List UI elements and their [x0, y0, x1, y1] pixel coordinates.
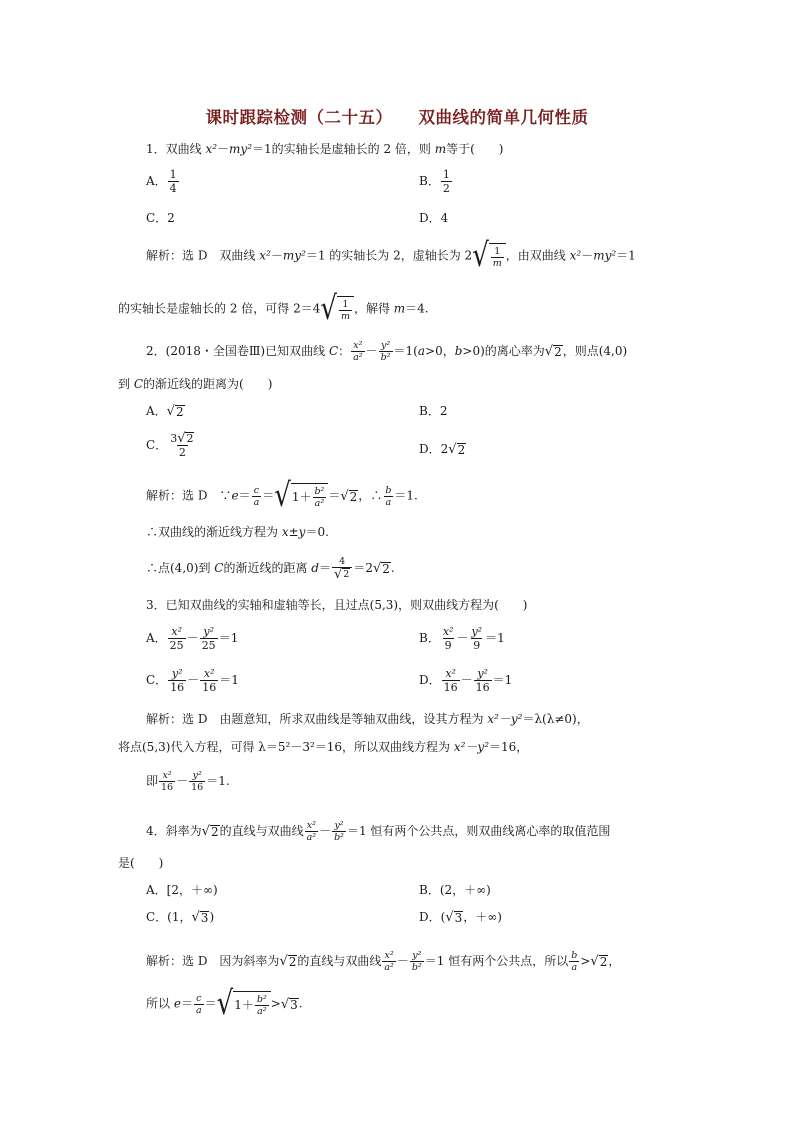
q1-stem: 1．双曲线 x²－my²＝1的实轴长是虚轴长的 2 倍，则 m等于( ) [146, 142, 504, 156]
q4-option-c: C．(1， √ 3 ) [146, 910, 215, 925]
page-title [0, 104, 794, 128]
q1-option-a: A． $\frac{1}{4}$ [146, 168, 177, 195]
q2-option-b: B．2 [419, 404, 448, 418]
q2-stem-line2: 到 C的渐近线的距离为( ) [118, 377, 273, 391]
q1-option-b: B． $\frac{1}{2}$ [419, 168, 450, 195]
q3-solution-line3: 即 $\frac{\text{x²}}{16}$ － $\frac{\text{y²}}{16}$ ＝1. [146, 770, 230, 793]
q1-solution-line2: 的实轴长是虚轴长的 2 倍，可得 2＝4 √ $\frac{1}{m}$ ，解得 m＝4. [118, 290, 429, 328]
title-left: 课时跟踪检测（二十五） [205, 108, 393, 127]
q4-option-a: A．[2，＋∞) [146, 883, 218, 897]
q4-stem-line2: 是( ) [118, 856, 164, 870]
q2-solution-line1: 解析：选 D ∵e＝ $\frac{c}{a}$ ＝ √ 1＋ $\frac{\text{b²}}{\text{a²}}$ ＝ √ 2 ，∴ $\frac{b}{a}$ ＝1. [146, 477, 418, 515]
q2-solution-line2: ∴双曲线的渐近线方程为 x±y＝0. [146, 525, 329, 539]
q2-option-d: D．2 √ 2 [419, 442, 466, 457]
q3-solution-line1: 解析：选 D 由题意知，所求双曲线是等轴双曲线，设其方程为 x²－y²＝λ(λ≠0)， [146, 712, 589, 726]
q3-stem: 3．已知双曲线的实轴和虚轴等长，且过点(5,3)，则双曲线方程为( ) [146, 598, 528, 612]
q3-option-a: A． $\frac{\text{x²}}{25}$ － $\frac{\text{y²}}{25}$ ＝1 [146, 625, 239, 652]
q3-option-b: B． $\frac{\text{x²}}{9}$ － $\frac{\text{y²}}{9}$ ＝1 [419, 625, 505, 652]
q2-solution-line3: ∴点(4,0)到 C的渐近线的距离 d＝ 4 √ 2 ＝2 √ 2 . [146, 556, 395, 582]
q1-solution-line1: 解析：选 D 双曲线 x²－my²＝1 的实轴长为 2，虚轴长为 2 √ $\frac{1}{m}$ ，由双曲线 x²－my²＝1 [146, 237, 636, 275]
q4-solution-line1: 解析：选 D 因为斜率为 √ 2 的直线与双曲线 $\frac{\text{x²}}{\text{a²}}$ － $\frac{\text{y²}}{\text{b²}}$ ＝1 恒有两个公共点，所以 $\frac{b}{a}$ > √ 2 ， [146, 950, 621, 973]
q4-solution-line2: 所以 e＝ $\frac{c}{a}$ ＝ √ 1＋ $\frac{\text{b²}}{\text{a²}}$ > √ 3 . [146, 985, 303, 1023]
q1-option-c: C．2 [146, 211, 175, 225]
q2-option-c: C． 3 √ 2 2 [146, 431, 194, 459]
q3-option-d: D． $\frac{\text{x²}}{16}$ － $\frac{\text{y²}}{16}$ ＝1 [419, 667, 513, 694]
q1-option-d: D．4 [419, 211, 449, 225]
q3-option-c: C． $\frac{\text{y²}}{16}$ － $\frac{\text{x²}}{16}$ ＝1 [146, 667, 239, 694]
title-right: 双曲线的简单几何性质 [418, 108, 589, 127]
q2-stem: 2．(2018・全国卷Ⅲ)已知双曲线 C： $\frac{\text{x²}}{\text{a²}}$ － $\frac{\text{y²}}{\text{b²}}$ ＝1(a>0，b>0)的离心率为 √ 2 ，则点(4,0) [146, 340, 628, 363]
q4-stem: 4．斜率为 √ 2 的直线与双曲线 $\frac{\text{x²}}{\text{a²}}$ － $\frac{\text{y²}}{\text{b²}}$ ＝1 恒有两个公共点，则双曲线离心率的取值范围 [146, 820, 611, 843]
q4-option-b: B．(2，＋∞) [419, 883, 491, 897]
q2-option-a: A． √ 2 [146, 404, 184, 419]
q3-solution-line2: 将点(5,3)代入方程，可得 λ＝5²－3²＝16，所以双曲线方程为 x²－y²＝16， [118, 740, 529, 754]
q4-option-d: D．( √ 3 ，＋∞) [419, 910, 502, 925]
